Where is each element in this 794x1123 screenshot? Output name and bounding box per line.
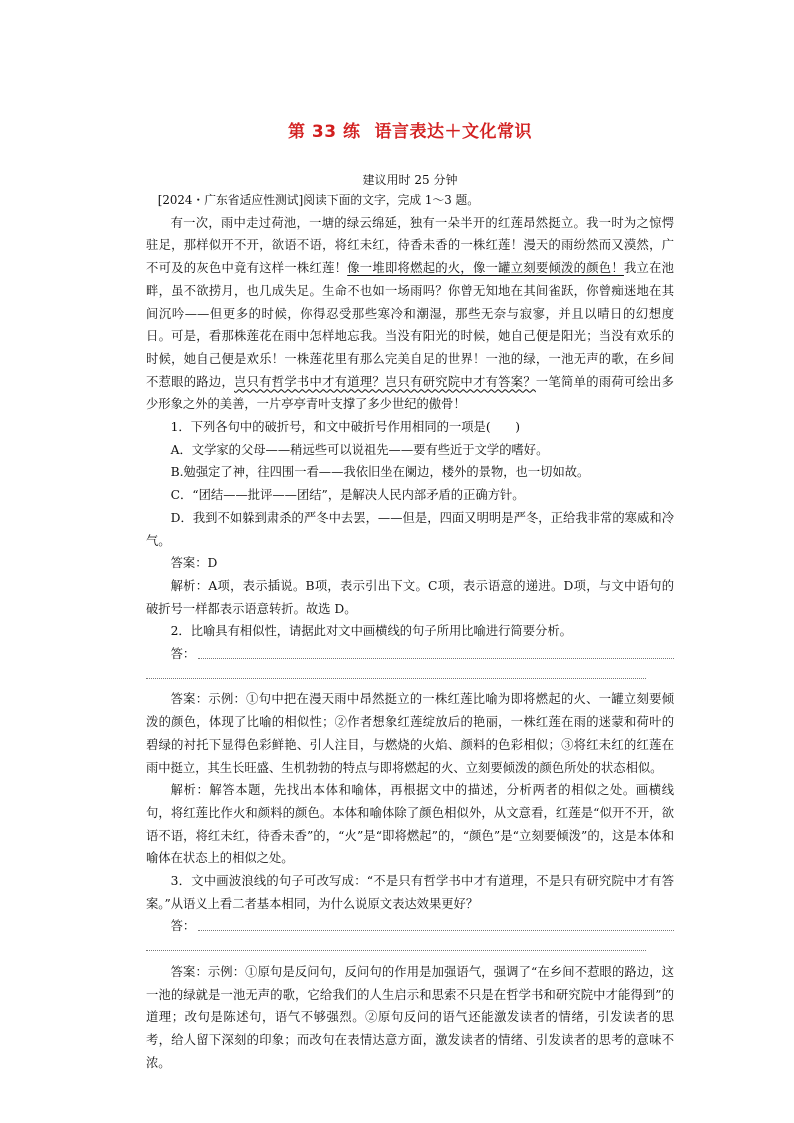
question-2-analysis: 解析：解答本题，先找出本体和喻体，再根据文中的描述，分析两者的相似之处。画横线句，将红莲比作火和颜料的颜色。本体和喻体除了颜色相似外，从文意看，红莲是“似开不开，欲语不语，将红未红，待香未香”的，“火”是“即将燃起”的，“颜色”是“立刻要倾泼”的，这是本体和喻体在状态上的相似之处。 xyxy=(146,783,674,866)
answer-dotted-line xyxy=(146,950,646,951)
question-2-answer-line xyxy=(146,643,674,666)
answer-dotted-line xyxy=(198,930,674,931)
question-1-analysis: 解析：A项，表示插说。B项，表示引出下文。C项，表示语意的递进。D项，与文中语句的破折号一样都表示语意转折。故选 D。 xyxy=(146,578,674,616)
question-2-answer-label: 答： xyxy=(170,647,196,662)
question-1-stem: 1．下列各句中的破折号，和文中破折号作用相同的一项是( ) xyxy=(170,420,521,435)
question-1-option-c: C．“团结——批评——团结”，是解决人民内部矛盾的正确方针。 xyxy=(170,488,525,503)
question-3-stem: 3．文中画波浪线的句子可改写成：“不是只有哲学书中才有道理，不是只有研究院中才有答案。”从语义上看二者基本相同，为什么说原文表达效果更好？ xyxy=(146,874,674,911)
question-1-option-d: D．我到不如躲到肃杀的严冬中去罢，——但是，四面又明明是严冬，正给我非常的寒威和冷气。 xyxy=(146,510,674,548)
page-title xyxy=(146,120,674,144)
straight-underlined-sentence: 像一堆即将燃起的火，像一罐立刻要倾泼的颜色！ xyxy=(347,261,624,276)
passage-segment-1: 有一次，雨中走过荷池，一塘的绿云绵延，独有一朵半开的红莲昂然挺立。我一时为之惊愕驻足，那样似开不开，欲语不语，将红未红，待香未香的一株红莲！漫天的雨纷然而又漠然，广不可及的灰色中竟有这样一株红莲！ xyxy=(146,215,674,276)
suggested-time: 建议用时 25 分钟 xyxy=(362,173,458,187)
worksheet-page xyxy=(146,120,674,1074)
question-3-blank-line xyxy=(146,938,674,961)
passage-segment-3: 一笔简单的雨荷可绘出多少形象之外的美善，一片亭亭青叶支撑了多少世纪的傲骨！ xyxy=(146,374,674,412)
question-1-answer: 答案：D xyxy=(170,556,218,571)
question-3-answer: 答案：示例：①原句是反问句，反问句的作用是加强语气，强调了“在乡间不惹眼的路边，这一池的绿就是一池无声的歌，它给我们的人生启示和思索不只是在哲学书和研究院中才能得到”的道理；改句是陈述句，语气不够强烈。②原句反问的语气还能激发读者的情绪，引发读者的思考，给人留下深刻的印象；而改句在表情达意方面，激发读者的情绪、引发读者的思考的意味不浓。 xyxy=(146,964,674,1070)
question-3-answer-label: 答： xyxy=(170,919,196,934)
question-1-option-b: B.勉强定了神，往四围一看——我依旧坐在阑边，楼外的景物，也一切如故。 xyxy=(170,465,590,480)
title-exercise-number: 第 33 练 xyxy=(288,122,361,142)
question-2-blank-line xyxy=(146,666,674,689)
passage-segment-2: 我立在池畔，虽不欲捞月，也几成失足。生命不也如一场雨吗？你曾无知地在其间雀跃，你曾痴迷地在其间沉吟——但更多的时候，你得忍受那些寒冷和潮湿，那些无奈与寂寥，并且以晴日的幻想度日。可是，看那株莲花在雨中怎样地忘我。当没有阳光的时候，她自己便是阳光；当没有欢乐的时候，她自己便是欢乐！一株莲花里有那么完美自足的世界！一池的绿，一池无声的歌，在乡间不惹眼的路边， xyxy=(146,261,674,389)
title-topic: 语言表达＋文化常识 xyxy=(374,122,532,142)
question-2-answer: 答案：示例：①句中把在漫天雨中昂然挺立的一株红莲比喻为即将燃起的火、一罐立刻要倾泼的颜色，体现了比喻的相似性；②作者想象红莲绽放后的艳丽，一株红莲在雨的迷蒙和荷叶的碧绿的衬托下显得色彩鲜艳、引人注目，与燃烧的火焰、颜料的色彩相似；③将红未红的红莲在雨中挺立，其生长旺盛、生机勃勃的特点与即将燃起的火、立刻要倾泼的颜色所处的状态相似。 xyxy=(146,692,674,775)
question-3-answer-line xyxy=(146,915,674,938)
source-line: [2024・广东省适应性测试]阅读下面的文字，完成 1～3 题。 xyxy=(157,193,480,207)
reading-passage xyxy=(146,212,674,416)
wavy-underlined-sentence: 岂只有哲学书中才有道理？岂只有研究院中才有答案？ xyxy=(234,374,536,389)
question-2-stem: 2．比喻具有相似性，请据此对文中画横线的句子所用比喻进行简要分析。 xyxy=(170,624,572,639)
answer-dotted-line xyxy=(146,678,646,679)
answer-dotted-line xyxy=(198,658,674,659)
question-1-option-a: A．文学家的父母——稍远些可以说祖先——要有些近于文学的嗜好。 xyxy=(170,442,549,457)
